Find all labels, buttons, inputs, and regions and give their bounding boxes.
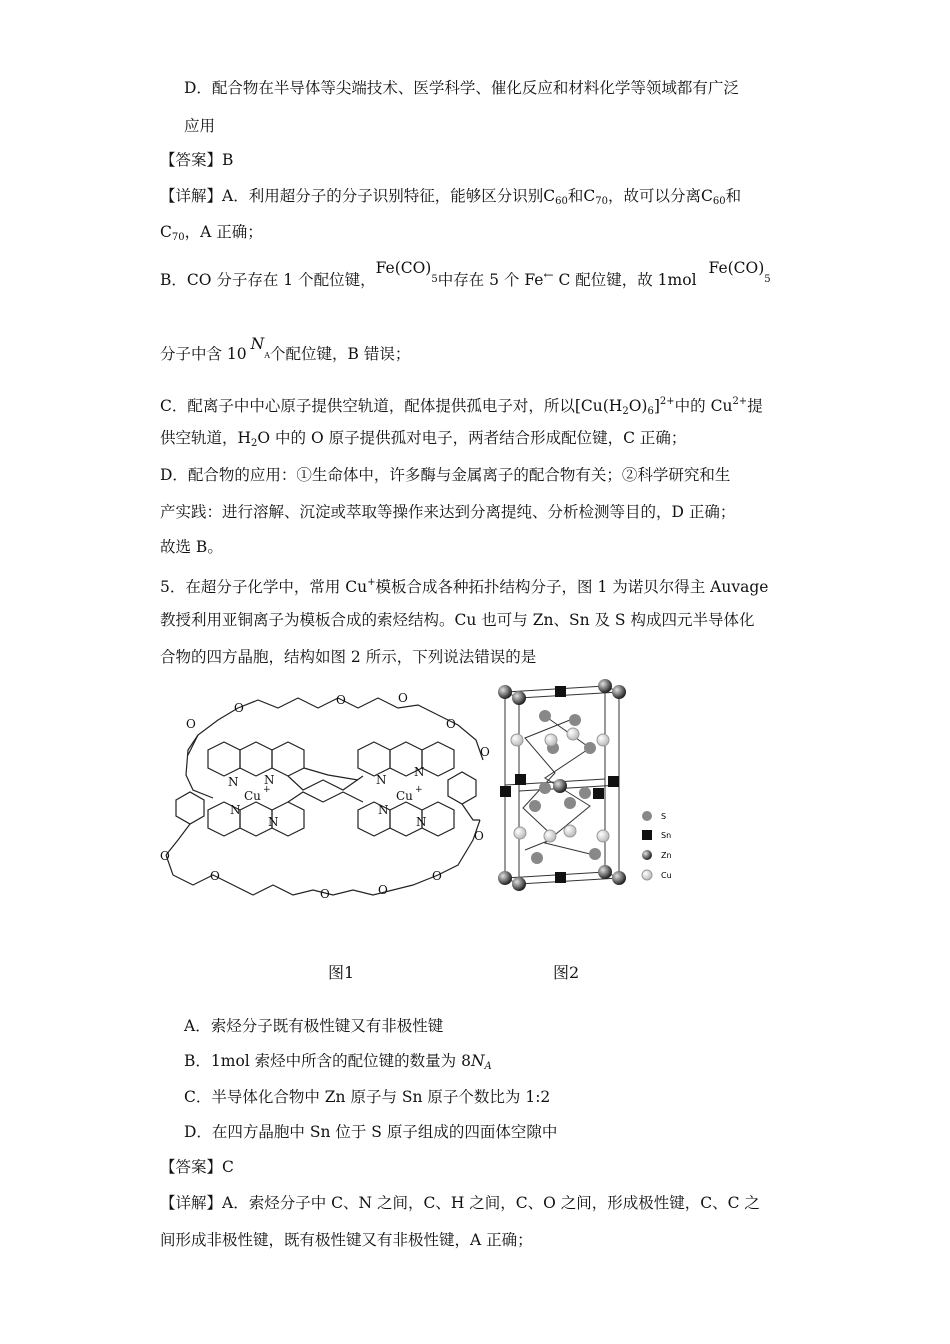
- option-d-line1: D．配合物在半导体等尖端技术、医学科学、催化反应和材料化学等领域都有广泛: [184, 79, 739, 97]
- option-c: C．半导体化合物中 Zn 原子与 Sn 原子个数比为 1:2: [184, 1088, 551, 1106]
- oxygen-label: O: [378, 883, 388, 897]
- legend-cu: Cu: [661, 871, 672, 880]
- figure-1-catenane: [158, 680, 498, 920]
- detail-d-line1: D．配合物的应用：①生命体中，许多酶与金属离子的配合物有关；②科学研究和生: [160, 466, 731, 484]
- detail-b-line1: B．CO 分子存在 1 个配位键，$Fe(CO)_5$中存在 5 个 Fe← C 配位键，故 $1molFe(CO)_5$: [160, 259, 771, 289]
- nitrogen-label: N: [416, 815, 427, 829]
- nitrogen-label: N: [414, 765, 425, 779]
- figure-1-caption: 图1: [328, 963, 355, 982]
- detail-d-line3: 故选 B。: [160, 538, 223, 556]
- charge-plus: +: [415, 785, 423, 795]
- figure-2-unit-cell: [495, 678, 695, 898]
- nitrogen-label: N: [378, 803, 389, 817]
- detail-c-line1: C．配离子中中心原子提供空轨道，配体提供孤电子对，所以$[Cu(H_2O)_6]^{2+}$中的 $Cu^{2+}$提: [160, 396, 763, 417]
- copper-label: Cu: [244, 789, 261, 803]
- answer-2: 【答案】C: [160, 1158, 234, 1176]
- legend-zn: Zn: [661, 851, 672, 860]
- nitrogen-label: N: [268, 815, 279, 829]
- question-5-line2: 教授利用亚铜离子为模板合成的索烃结构。Cu 也可与 Zn、Sn 及 S 构成四元半导体化: [160, 611, 755, 629]
- oxygen-label: O: [446, 717, 456, 731]
- oxygen-label: O: [234, 701, 244, 715]
- oxygen-label: O: [398, 691, 408, 705]
- question-5-line3: 合物的四方晶胞，结构如图 2 所示，下列说法错误的是: [160, 648, 537, 666]
- oxygen-label: O: [480, 745, 490, 759]
- option-a: A．索烃分子既有极性键又有非极性键: [184, 1017, 444, 1035]
- detail-d-line2: 产实践：进行溶解、沉淀或萃取等操作来达到分离提纯、分析检测等目的，D 正确；: [160, 503, 736, 521]
- detail-c-line2: 供空轨道，$H_2O$ 中的 O 原子提供孤对电子，两者结合形成配位键，C 正确；: [160, 429, 687, 449]
- detail-a-line2: $C_{70}$，A 正确；: [160, 223, 263, 243]
- nitrogen-label: N: [230, 803, 241, 817]
- oxygen-label: O: [336, 693, 346, 707]
- oxygen-label: O: [186, 717, 196, 731]
- detail-2-line2: 间形成非极性键，既有极性键又有非极性键，A 正确；: [160, 1231, 533, 1249]
- copper-label: Cu: [396, 789, 413, 803]
- oxygen-label: O: [320, 887, 330, 901]
- legend: [642, 811, 672, 880]
- oxygen-label: O: [432, 869, 442, 883]
- detail-a-line1: 【详解】A．利用超分子的分子识别特征，能够区分识别$C_{60}$和$C_{70}$，故可以分离$C_{60}$和: [160, 187, 742, 207]
- oxygen-label: O: [160, 849, 170, 863]
- nitrogen-label: N: [264, 773, 275, 787]
- option-d-line2: 应用: [184, 117, 216, 135]
- legend-sn: Sn: [661, 831, 672, 840]
- option-b: B．1mol 索烃中所含的配位键的数量为 $8N_A$: [184, 1052, 492, 1072]
- figure-2-caption: 图2: [553, 963, 580, 982]
- question-5-line1: 5．在超分子化学中，常用 Cu+模板合成各种拓扑结构分子，图 1 为诺贝尔得主 Auvage: [160, 577, 769, 596]
- option-d: D．在四方晶胞中 Sn 位于 S 原子组成的四面体空隙中: [184, 1123, 558, 1141]
- nitrogen-label: N: [228, 775, 239, 789]
- detail-2-line1: 【详解】A．索烃分子中 C、N 之间，C、H 之间，C、O 之间，形成极性键，C、C 之: [160, 1194, 760, 1212]
- oxygen-label: O: [210, 869, 220, 883]
- legend-s: S: [661, 812, 667, 821]
- charge-plus: +: [263, 785, 271, 795]
- nitrogen-label: N: [376, 773, 387, 787]
- detail-b-line2: 分子中含 $10N_A$个配位键，B 错误；: [160, 335, 411, 363]
- answer-1: 【答案】B: [160, 151, 234, 169]
- oxygen-label: O: [474, 829, 484, 843]
